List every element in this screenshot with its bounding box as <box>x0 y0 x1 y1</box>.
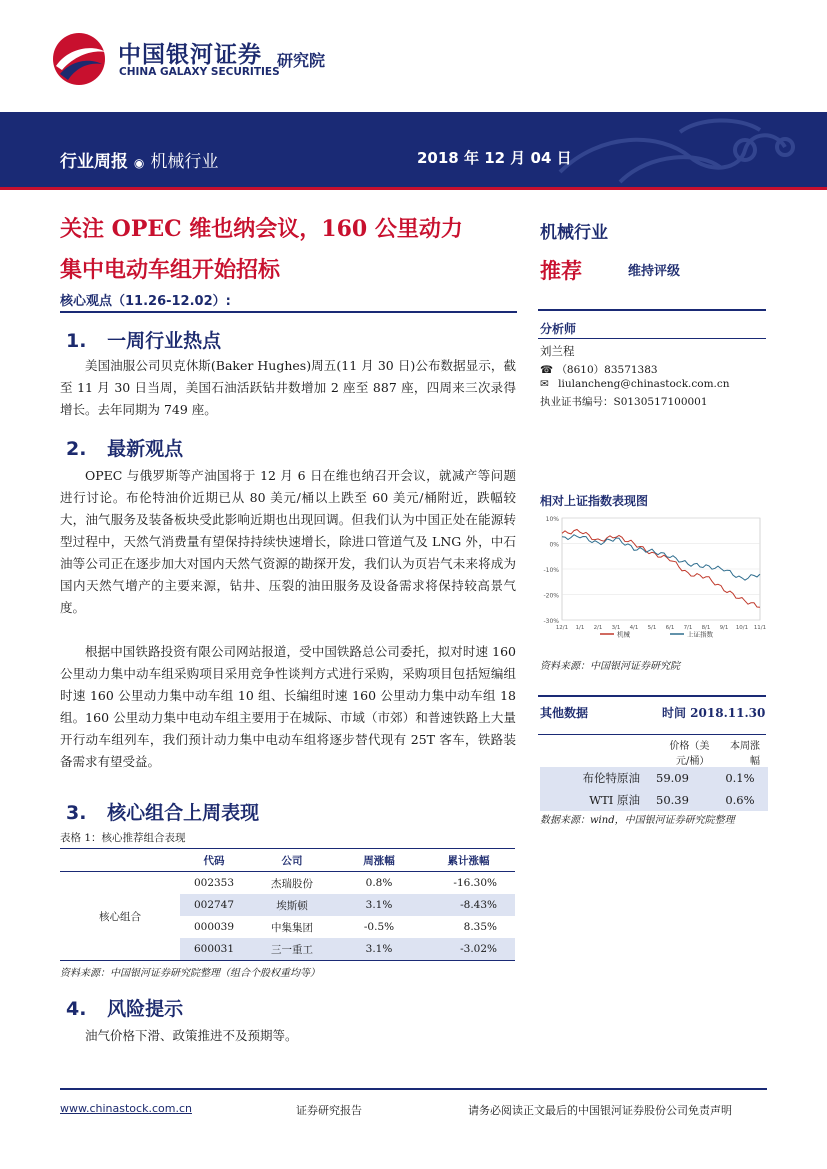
table-header-row <box>60 849 515 872</box>
analyst-phone-row <box>540 362 658 377</box>
cumulative-change: -3.02% <box>460 943 497 955</box>
report-date: 2018 年 12 月 04 日 <box>417 149 572 167</box>
company-name: 杰瑞股份 <box>271 877 313 890</box>
oil-price: 59.09 <box>656 771 689 785</box>
footer-disclaimer: 请务必阅读正文最后的中国银河证券股份公司免责声明 <box>468 1104 732 1117</box>
table-row <box>60 872 515 895</box>
bullet-icon: ◉ <box>133 156 145 170</box>
relative-performance-chart <box>540 512 768 642</box>
cumulative-change: -16.30% <box>453 877 497 889</box>
y-tick-label: 0% <box>549 541 559 549</box>
table-row <box>540 789 768 811</box>
galaxy-logo-icon <box>48 30 110 88</box>
report-type-label: 行业周报 <box>60 152 128 172</box>
cumulative-change: 8.35% <box>463 921 497 933</box>
section-4-heading <box>66 994 183 1021</box>
weekly-change: -0.5% <box>363 921 395 933</box>
analyst-email[interactable]: liulancheng@chinastock.com.cn <box>558 378 730 390</box>
section-2-paragraph-1: OPEC 与俄罗斯等产油国将于 12 月 6 日在维也纳召开会议，就减产等问题进行讨论。布伦特油价近期已从 80 美元/桶以上跌至 60 美元/桶附近，跌幅较大，油气服务及装备板块受此影响近期也出现回调。但我们认为中国正处在能源转型过程中，天然气消费量有望保持持续快速增长，除进口管道气及 LNG 外，中石油等公司正在逐步加大对国内天然气资源的勘探开发，我们认为页岩气未来将成为国内天然气增产的主要来源，钻井、压裂的油田服务及设备需求将保持较高景气度。 <box>60 468 516 615</box>
weekly-change: 0.8% <box>365 877 393 889</box>
oil-change: 0.6% <box>725 793 755 807</box>
table-source: 资料来源：中国银河证券研究院整理（组合个股权重均等） <box>60 968 320 979</box>
report-title-line1: 关注 OPEC 维也纳会议，160 公里动力 <box>60 216 463 242</box>
x-tick-label: 8/1 <box>701 625 711 631</box>
stock-code: 000039 <box>193 921 235 933</box>
cumulative-change: -8.43% <box>460 899 497 911</box>
table-header: 公司 <box>248 849 336 872</box>
analyst-rule <box>538 338 766 339</box>
x-tick-label: 5/1 <box>647 625 657 631</box>
sidebar-divider <box>538 309 766 311</box>
weekly-change: 3.1% <box>365 943 393 955</box>
legend-label: 机械 <box>617 630 630 639</box>
table-header: 累计涨幅 <box>422 849 515 872</box>
core-view-label: 核心观点（11.26-12.02）: <box>60 294 231 309</box>
group-label: 核心组合 <box>99 910 141 923</box>
table-header-group <box>60 849 180 872</box>
table-header: 价格（美元/桶） <box>669 741 710 767</box>
section-3-heading <box>66 798 259 825</box>
x-tick-label: 9/1 <box>719 625 729 631</box>
rating-badge: 推荐 <box>540 258 582 283</box>
company-name: 中国银河证券 <box>118 42 262 68</box>
table-header-empty <box>540 737 648 767</box>
section-title: 一周行业热点 <box>107 330 222 352</box>
table-row <box>540 767 768 789</box>
oil-price: 50.39 <box>656 793 689 807</box>
section-2-heading <box>66 434 183 461</box>
table-header: 本周涨幅 <box>730 741 760 767</box>
table-header: 周涨幅 <box>336 849 422 872</box>
analyst-email-row <box>540 378 730 390</box>
analyst-label: 分析师 <box>540 322 577 336</box>
analyst-phone: （8610）83571383 <box>556 364 658 376</box>
section-4-paragraph: 油气价格下滑、政策推进不及预期等。 <box>85 1028 298 1043</box>
oil-name: WTI 原油 <box>589 793 640 807</box>
company-name: 埃斯顿 <box>276 899 308 912</box>
x-tick-label: 1/1 <box>575 625 585 631</box>
other-data-title: 其他数据 <box>540 706 589 720</box>
legend-label: 上证指数 <box>687 630 713 639</box>
oil-price-table <box>540 737 768 811</box>
analyst-name: 刘兰程 <box>540 344 575 358</box>
section-2-paragraph-2: 根据中国铁路投资有限公司网站报道，受中国铁路总公司委托，拟对时速 160 公里动力集中动车组采购项目采用竞争性谈判方式进行采购，采购项目包括短编组时速 160 公里动力集中动车组 10 组、长编组时速 160 公里动力集中动车组 18 组。160 公里动力集中电动车组主要用于在城际、市域（市郊）和普速铁路上大量开行动车组列车，我们预计动力集中电动车组将逐步替代现有 25T 客车，铁路装备需求有望受益。 <box>60 644 516 769</box>
x-tick-label: 6/1 <box>665 625 675 631</box>
section-title: 风险提示 <box>107 998 184 1020</box>
analyst-cert: 执业证书编号：S0130517100001 <box>540 396 708 408</box>
x-tick-label: 2/1 <box>593 625 603 631</box>
company-name: 三一重工 <box>271 943 313 956</box>
y-tick-label: -20% <box>543 592 559 600</box>
section-title: 核心组合上周表现 <box>107 802 260 824</box>
section-number: 3. <box>66 802 87 824</box>
footer-divider <box>60 1088 767 1090</box>
y-tick-label: -10% <box>543 567 559 574</box>
series-line <box>562 530 760 608</box>
x-tick-label: 12/1 <box>555 625 569 631</box>
x-tick-label: 11/1 <box>753 625 767 631</box>
other-data-top-rule <box>538 695 766 697</box>
table-caption: 表格 1：核心推荐组合表现 <box>60 832 186 844</box>
rating-action: 维持评级 <box>628 264 681 279</box>
x-tick-label: 7/1 <box>683 625 693 631</box>
weekly-change: 3.1% <box>365 899 393 911</box>
report-title-line2: 集中电动车组开始招标 <box>60 257 281 283</box>
sector-label: 机械行业 <box>150 152 219 172</box>
x-tick-label: 4/1 <box>629 625 639 631</box>
x-tick-label: 3/1 <box>611 625 621 631</box>
chart-title: 相对上证指数表现图 <box>540 494 649 508</box>
other-data-source: 数据来源：wind，中国银河证券研究院整理 <box>540 815 735 826</box>
table-bottom-rule <box>60 960 515 961</box>
stock-code: 002353 <box>193 877 235 889</box>
table-header: 代码 <box>180 849 248 872</box>
website-link[interactable]: www.chinastock.com.cn <box>60 1102 192 1115</box>
footer-doc-type: 证券研究报告 <box>296 1104 362 1117</box>
section-number: 2. <box>66 438 87 460</box>
section-title: 最新观点 <box>107 438 184 460</box>
y-tick-label: 10% <box>545 516 559 523</box>
header-divider <box>0 187 827 190</box>
mail-icon: ✉ <box>540 378 549 390</box>
company-name-en: CHINA GALAXY SECURITIES <box>119 66 280 78</box>
oil-name: 布伦特原油 <box>582 771 640 785</box>
section-number: 4. <box>66 998 87 1020</box>
other-data-time: 时间 2018.11.30 <box>662 706 766 720</box>
y-tick-label: -30% <box>543 618 559 625</box>
title-divider <box>60 311 517 313</box>
section-number: 1. <box>66 330 87 352</box>
stock-code: 002747 <box>193 899 235 911</box>
phone-icon: ☎ <box>540 364 554 376</box>
section-1-paragraph: 美国油服公司贝克休斯(Baker Hughes)周五(11 月 30 日)公布数据显示，截至 11 月 30 日当周，美国石油活跃钻井数增加 2 座至 887 座，四周来三次录得增长。去年同期为 749 座。 <box>60 358 516 417</box>
report-type <box>60 147 218 172</box>
x-tick-label: 10/1 <box>735 625 749 631</box>
department-name: 研究院 <box>277 51 326 70</box>
company-name: 中集集团 <box>271 921 313 934</box>
sidebar-sector: 机械行业 <box>540 223 608 243</box>
table-header-row <box>540 737 768 767</box>
stock-code: 600031 <box>193 943 235 955</box>
combo-table <box>60 848 515 960</box>
oil-change: 0.1% <box>725 771 755 785</box>
section-1-heading <box>66 326 221 353</box>
other-data-rule <box>538 734 766 735</box>
chart-source: 资料来源：中国银河证券研究院 <box>540 661 680 672</box>
